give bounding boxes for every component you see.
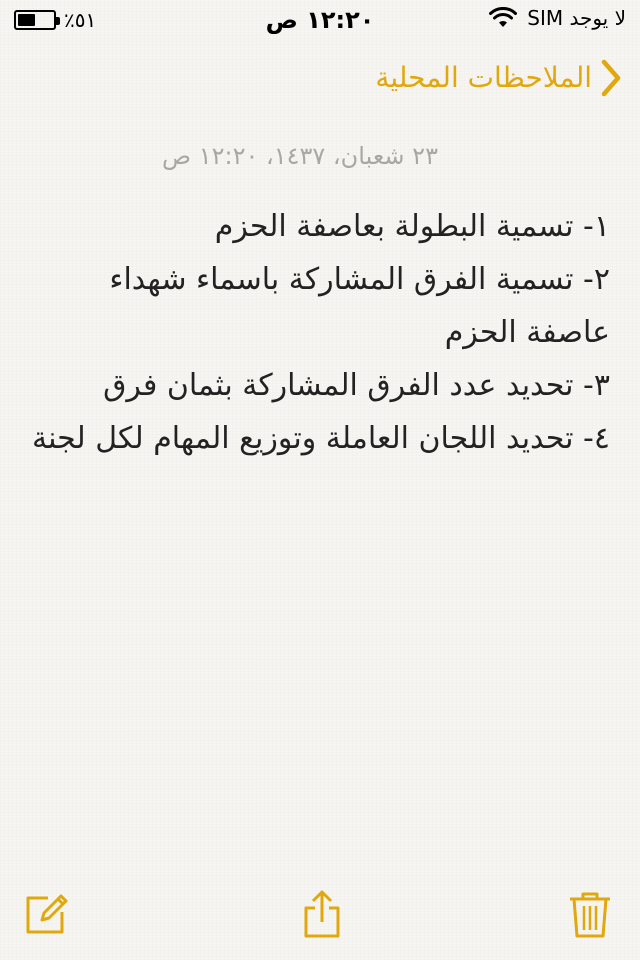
note-body[interactable] <box>30 140 610 465</box>
status-bar <box>0 0 640 40</box>
wifi-icon <box>489 7 517 29</box>
trash-icon <box>566 890 614 938</box>
trash-button[interactable] <box>566 890 614 938</box>
battery-percent: ٥١٪ <box>64 8 97 32</box>
share-icon <box>298 890 346 938</box>
share-button[interactable] <box>298 890 346 938</box>
note-date: ٢٣ شعبان، ١٤٣٧، ١٢:٢٠ ص <box>162 142 438 170</box>
status-time: ١٢:٢٠ ص <box>265 6 375 34</box>
compose-button[interactable] <box>22 890 70 938</box>
back-button-label: الملاحظات المحلية <box>375 61 592 94</box>
carrier-label: لا يوجد SIM <box>527 6 626 30</box>
chevron-back-icon <box>600 58 622 98</box>
note-line-2: ٢- تسمية الفرق المشاركة باسماء شهداء عاصفة الحزم <box>109 262 610 350</box>
note-line-3: ٣- تحديد عدد الفرق المشاركة بثمان فرق <box>103 368 610 403</box>
back-button[interactable] <box>375 58 622 98</box>
note-line-4: ٤- تحديد اللجان العاملة وتوزيع المهام لكل لجنة <box>32 421 610 456</box>
compose-icon <box>22 890 70 938</box>
carrier-indicator <box>489 6 626 30</box>
note-line-1: ١- تسمية البطولة بعاصفة الحزم <box>214 209 610 244</box>
bottom-toolbar <box>0 870 640 960</box>
